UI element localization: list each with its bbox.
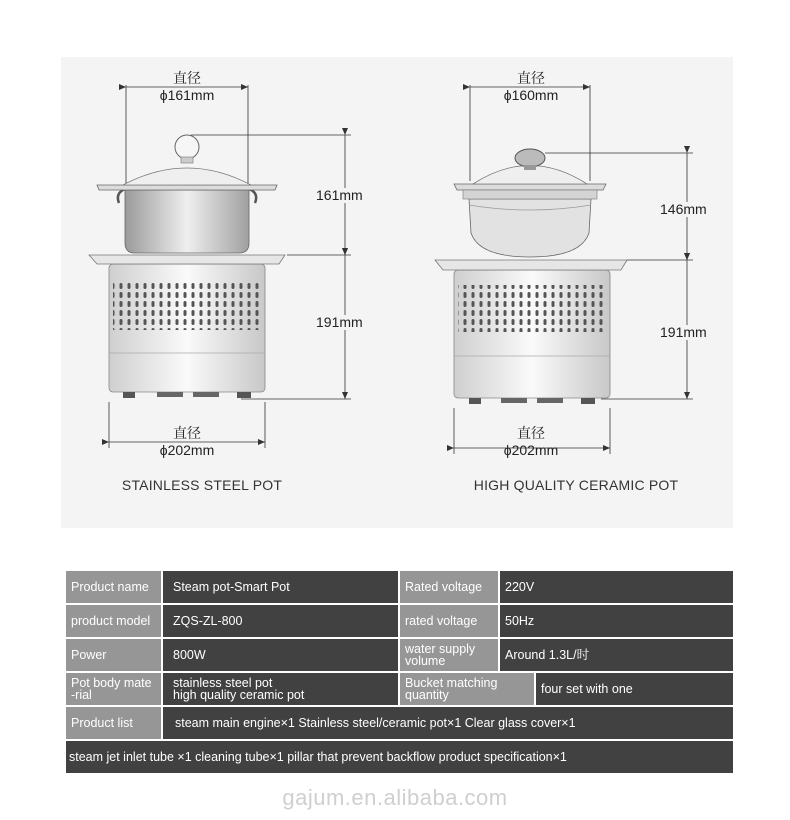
water-label-line2: volume [405,654,446,668]
material-label-line1: Pot body mate [71,676,152,690]
right-bottom-diameter-cn: 直径 [517,425,545,441]
bucket-value: four set with one [536,673,733,705]
spec-row [66,673,733,705]
right-base-height: 191mm [660,324,707,340]
material-value-line1: stainless steel pot [173,676,273,690]
product-name-label: Product name [66,571,161,603]
model-value: ZQS-ZL-800 [163,605,398,637]
diagram-panel [61,57,733,528]
left-bottom-diameter: ϕ202mm [159,442,215,458]
material-value [163,673,398,705]
right-bottom-diameter: ϕ202mm [503,442,559,458]
stainless-steel-product [89,135,285,398]
spec-row [66,605,733,637]
water-value: Around 1.3L/时 [500,639,733,671]
left-pot-height: 161mm [316,187,363,203]
product-list-label: Product list [66,707,161,739]
water-label [400,639,498,671]
material-label [66,673,161,705]
product-list-value-2: steam jet inlet tube ×1 cleaning tube×1 pillar that prevent backflow product specification×1 [66,741,733,773]
model-label: product model [66,605,161,637]
spec-row [66,639,733,671]
rated-voltage-value: 220V [500,571,733,603]
power-value: 800W [163,639,398,671]
right-pot-height: 146mm [660,201,707,217]
right-top-diameter: ϕ160mm [503,87,559,103]
spec-row [66,571,733,603]
bucket-label [400,673,534,705]
bucket-label-line1: Bucket matching [405,676,498,690]
left-caption: STAINLESS STEEL POT [121,477,283,493]
rated-voltage2-label: rated voltage [400,605,498,637]
spec-row [66,707,733,739]
material-label-line2: -rial [71,688,92,702]
material-value-line2: high quality ceramic pot [173,688,305,702]
watermark: gajum.en.alibaba.com [282,785,508,810]
left-top-diameter-cn: 直径 [173,70,201,86]
left-top-diameter: ϕ161mm [159,87,215,103]
rated-voltage-label: Rated voltage [400,571,498,603]
power-label: Power [66,639,161,671]
rated-voltage2-value: 50Hz [500,605,733,637]
product-name-value: Steam pot-Smart Pot [163,571,398,603]
water-label-line1: water supply [405,642,476,656]
right-top-diameter-cn: 直径 [517,70,545,86]
left-base-height: 191mm [316,314,363,330]
spec-row [66,741,733,773]
ceramic-product [435,149,627,404]
product-list-value: steam main engine×1 Stainless steel/ceramic pot×1 Clear glass cover×1 [163,707,733,739]
right-caption: HIGH QUALITY CERAMIC POT [473,477,679,493]
bucket-label-line2: quantity [405,688,449,702]
spec-table [66,571,733,775]
left-bottom-diameter-cn: 直径 [173,425,201,441]
